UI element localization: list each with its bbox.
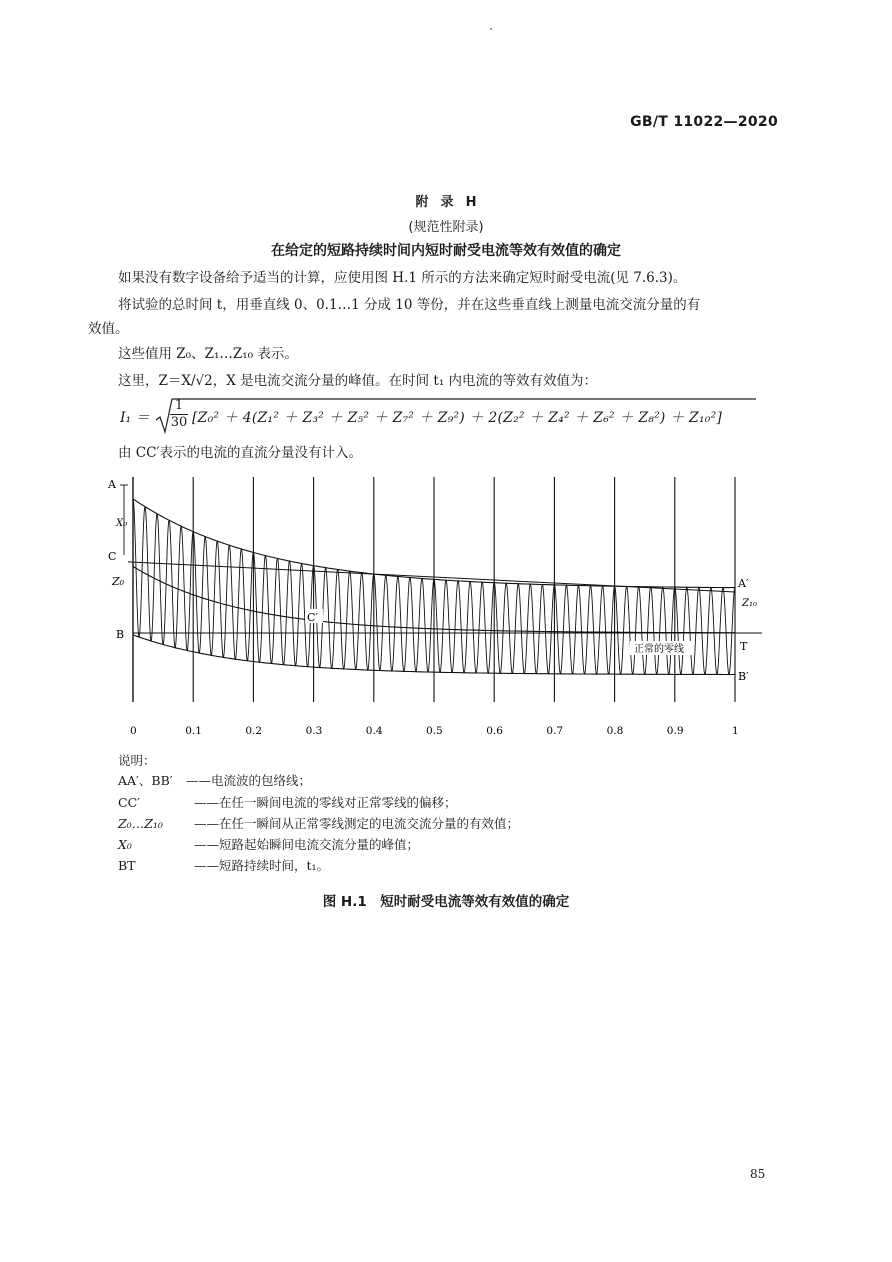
standard-code: GB/T 11022—2020 — [630, 114, 778, 130]
paragraph-2a: 将试验的总时间 t，用垂直线 0、0.1…1 分成 10 等份，并在这些垂直线上测量电流交流分量的有 — [118, 297, 701, 313]
equivalent-rms-formula — [118, 396, 758, 436]
appendix-label-part: 附 — [415, 195, 429, 210]
legend-heading: 说明： — [118, 753, 156, 768]
label-Z10: Z₁₀ — [742, 598, 757, 609]
legend-def: ——短路持续时间，t₁。 — [194, 858, 330, 873]
figure-caption: 图 H.1 短时耐受电流等效有效值的确定 — [322, 894, 570, 910]
fraction-numerator: 1 — [170, 398, 188, 415]
chart-geometry — [120, 477, 762, 702]
label-X0: X₀ — [116, 518, 128, 529]
appendix-label — [0, 191, 892, 210]
page-number: 85 — [750, 1167, 766, 1181]
x-tick-label: 0.2 — [245, 725, 263, 737]
appendix-label-part: 录 — [440, 195, 454, 210]
x-tick-label: 0.3 — [305, 725, 323, 737]
zero-line-annotation: 正常的零线 — [634, 644, 684, 655]
formula-lhs: I₁ ＝ — [120, 410, 150, 426]
legend-def: ——短路起始瞬间电流交流分量的峰值； — [194, 837, 420, 852]
paragraph-5: 由 CC′表示的电流的直流分量没有计入。 — [118, 445, 363, 461]
label-B: B — [116, 628, 125, 641]
label-C-prime: C′ — [307, 611, 318, 624]
x-tick-label: 0.8 — [606, 725, 624, 737]
paragraph-1: 如果没有数字设备给予适当的计算，应使用图 H.1 所示的方法来确定短时耐受电流(见 7.6.3)。 — [118, 270, 687, 286]
formula-fraction — [170, 398, 188, 431]
chart-point-labels — [107, 478, 757, 683]
label-A: A — [108, 478, 116, 491]
appendix-label-part: H — [465, 195, 477, 210]
x-tick-label: 0.1 — [185, 725, 202, 737]
label-T: T — [740, 640, 748, 653]
x-tick-label: 1 — [732, 725, 739, 737]
chart-tick-labels — [130, 725, 739, 737]
appendix-type: (规范性附录) — [408, 220, 484, 235]
label-B-prime: B′ — [738, 670, 749, 683]
x-tick-label: 0.5 — [426, 725, 443, 737]
appendix-title: 在给定的短路持续时间内短时耐受电流等效有效值的确定 — [271, 243, 621, 259]
x-tick-label: 0.6 — [486, 725, 503, 737]
label-A-prime: A′ — [738, 577, 749, 590]
x-tick-label: 0.4 — [365, 725, 383, 737]
paragraph-2b: 效值。 — [88, 321, 129, 337]
x-tick-label: 0.7 — [546, 725, 564, 737]
legend-def: ——电流波的包络线； — [186, 773, 312, 788]
fraction-denominator: 30 — [170, 415, 188, 430]
label-Z0: Z₀ — [112, 575, 125, 588]
x-tick-label: 0.9 — [666, 725, 684, 737]
x-tick-label: 0 — [130, 725, 137, 737]
legend-def: ——在任一瞬间从正常零线测定的电流交流分量的有效值； — [194, 816, 520, 831]
paragraph-4: 这里，Z＝X/√2，X 是电流交流分量的峰值。在时间 t₁ 内电流的等效有效值为： — [118, 373, 598, 389]
waveform-chart — [0, 470, 892, 745]
legend-def: ——在任一瞬间电流的零线对正常零线的偏移； — [194, 795, 457, 810]
paragraph-3: 这些值用 Z₀、Z₁…Z₁₀ 表示。 — [118, 346, 298, 362]
formula-body: [Z₀² ＋ 4(Z₁² ＋ Z₃² ＋ Z₅² ＋ Z₇² ＋ Z₉²) ＋ 2(Z₂² ＋ Z₄² ＋ Z₆² ＋ Z₈²) ＋ Z₁₀²] — [192, 410, 723, 426]
label-C: C — [108, 550, 117, 563]
scan-speck — [490, 28, 492, 30]
